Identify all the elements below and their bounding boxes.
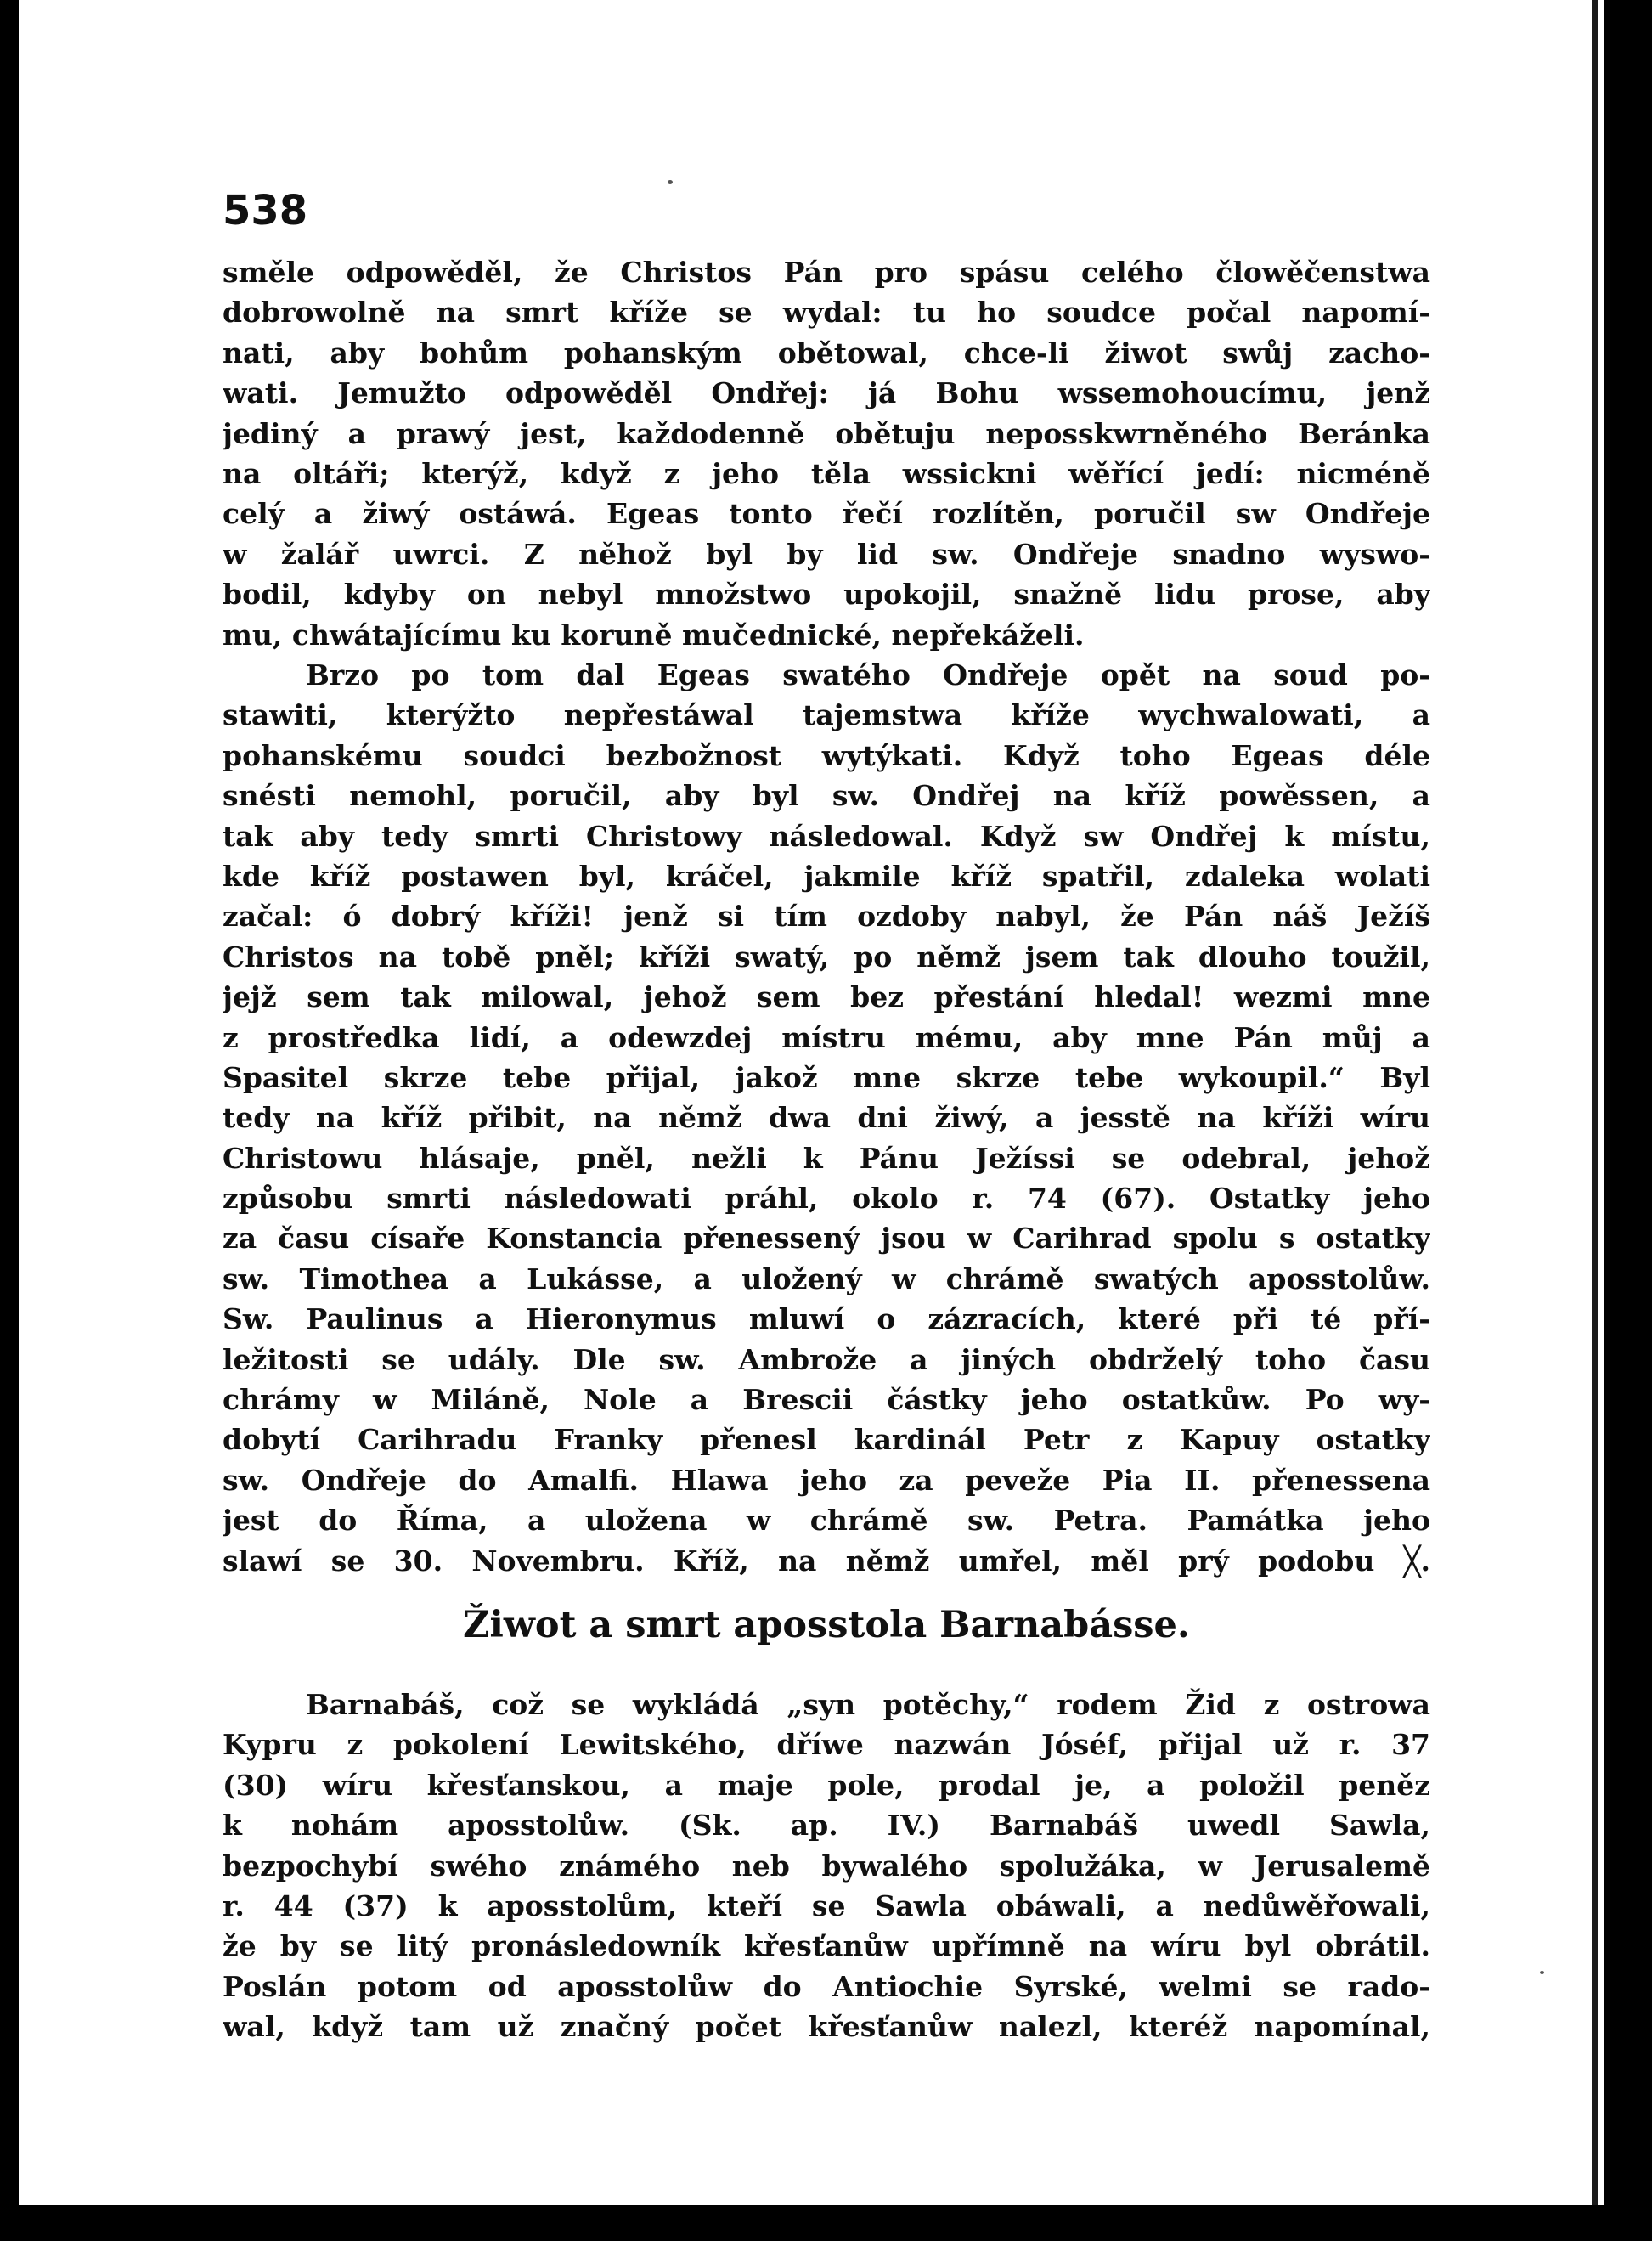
text-line: (30) wíru křesťanskou, a maje pole, prodal je, a položil peněz: [223, 1768, 1430, 1802]
text-line: r. 44 (37) k aposstolům, kteří se Sawla obáwali, a nedůwěřowali,: [223, 1888, 1430, 1922]
text-line: sw. Ondřeje do Amalfi. Hlawa jeho za peveže Pia II. přenessena: [223, 1463, 1430, 1497]
scan-speck: [668, 180, 673, 184]
scan-speck: [1540, 1971, 1544, 1974]
text-line: snésti nemohl, poručil, aby byl sw. Ondřej na kříž powěssen, a: [223, 779, 1430, 813]
page-number: 538: [223, 187, 308, 234]
text-line: sw. Timothea a Lukásse, a uložený w chrámě swatých aposstolůw.: [223, 1262, 1430, 1295]
text-line: jediný a prawý jest, každodenně obětuju neposskwrněného Beránka: [223, 416, 1430, 450]
text-line: že by se litý pronásledowník křesťanůw upřímně na wíru byl obrátil.: [223, 1929, 1430, 1963]
text-line: za času císaře Konstancia přenessený jsou w Carihrad spolu s ostatky: [223, 1222, 1430, 1256]
text-line: mu, chwátajícímu ku koruně mučednické, nepřekáželi.: [223, 618, 1085, 652]
paragraph-barnabas: [223, 1685, 1430, 2047]
paragraph-andrew-martyrdom: [223, 252, 1430, 655]
text-line: Christos na tobě pněl; kříži swatý, po němž jsem tak dlouho toužil,: [223, 940, 1430, 974]
text-line: nati, aby bohům pohanským obětowal, chce-li žiwot swůj zacho-: [223, 336, 1430, 370]
text-line: bodil, kdyby on nebyl množstwo upokojil, snažně lidu prose, aby: [223, 578, 1430, 612]
text-line: ležitosti se udály. Dle sw. Ambrože a jiných obdrželý toho času: [223, 1342, 1430, 1376]
text-line: Barnabáš, což se wykládá „syn potěchy,“ rodem Žid z ostrowa: [306, 1688, 1430, 1721]
text-line: způsobu smrti následowati práhl, okolo r. 74 (67). Ostatky jeho: [223, 1182, 1430, 1216]
text-line: bezpochybí swého známého neb bywalého spolužáka, w Jerusalemě: [223, 1849, 1430, 1883]
text-line: stawiti, kterýžto nepřestáwal tajemstwa kříže wychwalowati, a: [223, 698, 1430, 732]
text-line: k nohám aposstolůw. (Sk. ap. IV.) Barnabáš uwedl Sawla,: [223, 1809, 1430, 1843]
text-line: začal: ó dobrý kříži! jenž si tím ozdoby nabyl, že Pán náš Ježíš: [223, 900, 1430, 934]
paragraph-andrew-crucifixion: [223, 655, 1430, 1581]
scan-border-right-edge: [1592, 0, 1598, 2241]
text-line: slawí se 30. Novembru. Kříž, na němž umřel, měl prý podobu ╳.: [223, 1544, 1430, 1578]
text-line: na oltáři; kterýž, když z jeho těla wssickni wěřící jedí: nicméně: [223, 456, 1430, 490]
text-line: jejž sem tak milowal, jehož sem bez přestání hledal! wezmi mne: [223, 980, 1430, 1014]
scan-border-right: [1604, 0, 1652, 2241]
text-line: jest do Říma, a uložena w chrámě sw. Petra. Památka jeho: [223, 1504, 1430, 1538]
text-line: chrámy w Miláně, Nole a Brescii částky jeho ostatkůw. Po wy-: [223, 1383, 1430, 1417]
text-line: kde kříž postawen byl, kráčel, jakmile kříž spatřil, zdaleka wolati: [223, 859, 1430, 893]
text-line: Christowu hlásaje, pněl, nežli k Pánu Ježíssi se odebral, jehož: [223, 1141, 1430, 1175]
scan-border-left: [0, 0, 19, 2241]
text-line: wal, když tam už značný počet křesťanůw nalezl, kteréž napomínal,: [223, 2010, 1430, 2044]
scan-border-bottom: [0, 2205, 1652, 2241]
text-line: Spasitel skrze tebe přijal, jakož mne skrze tebe wykoupil.“ Byl: [223, 1060, 1430, 1094]
text-line: tedy na kříž přibit, na němž dwa dni žiwý, a jesstě na kříži wíru: [223, 1101, 1430, 1135]
text-line: wati. Jemužto odpowěděl Ondřej: já Bohu wssemohoucímu, jenž: [223, 376, 1430, 410]
text-line: w žalář uwrci. Z něhož byl by lid sw. Ondřeje snadno wyswo-: [223, 537, 1430, 571]
text-line: tak aby tedy smrti Christowy následowal. Když sw Ondřej k místu,: [223, 819, 1430, 853]
text-line: Sw. Paulinus a Hieronymus mluwí o zázracích, které při té pří-: [223, 1302, 1430, 1336]
text-line: z prostředka lidí, a odewzdej místru mému, aby mne Pán můj a: [223, 1020, 1430, 1054]
text-line: dobytí Carihradu Franky přenesl kardinál Petr z Kapuy ostatky: [223, 1423, 1430, 1457]
text-line: celý a žiwý ostáwá. Egeas tonto řečí rozlítěn, poručil sw Ondřeje: [223, 497, 1430, 531]
section-heading: Žiwot a smrt aposstola Barnabásse.: [463, 1604, 1190, 1646]
text-line: Brzo po tom dal Egeas swatého Ondřeje opět na soud po-: [306, 658, 1430, 691]
text-line: Poslán potom od aposstolůw do Antiochie Syrské, welmi se rado-: [223, 1969, 1430, 2003]
text-line: pohanskému soudci bezbožnost wytýkati. Když toho Egeas déle: [223, 738, 1430, 772]
text-line: dobrowolně na smrt kříže se wydal: tu ho soudce počal napomí-: [223, 296, 1430, 330]
text-line: Kypru z pokolení Lewitského, dříwe nazwán Jóséf, přijal už r. 37: [223, 1728, 1430, 1762]
text-line: směle odpowěděl, že Christos Pán pro spásu celého člowěčenstwa: [223, 256, 1430, 289]
